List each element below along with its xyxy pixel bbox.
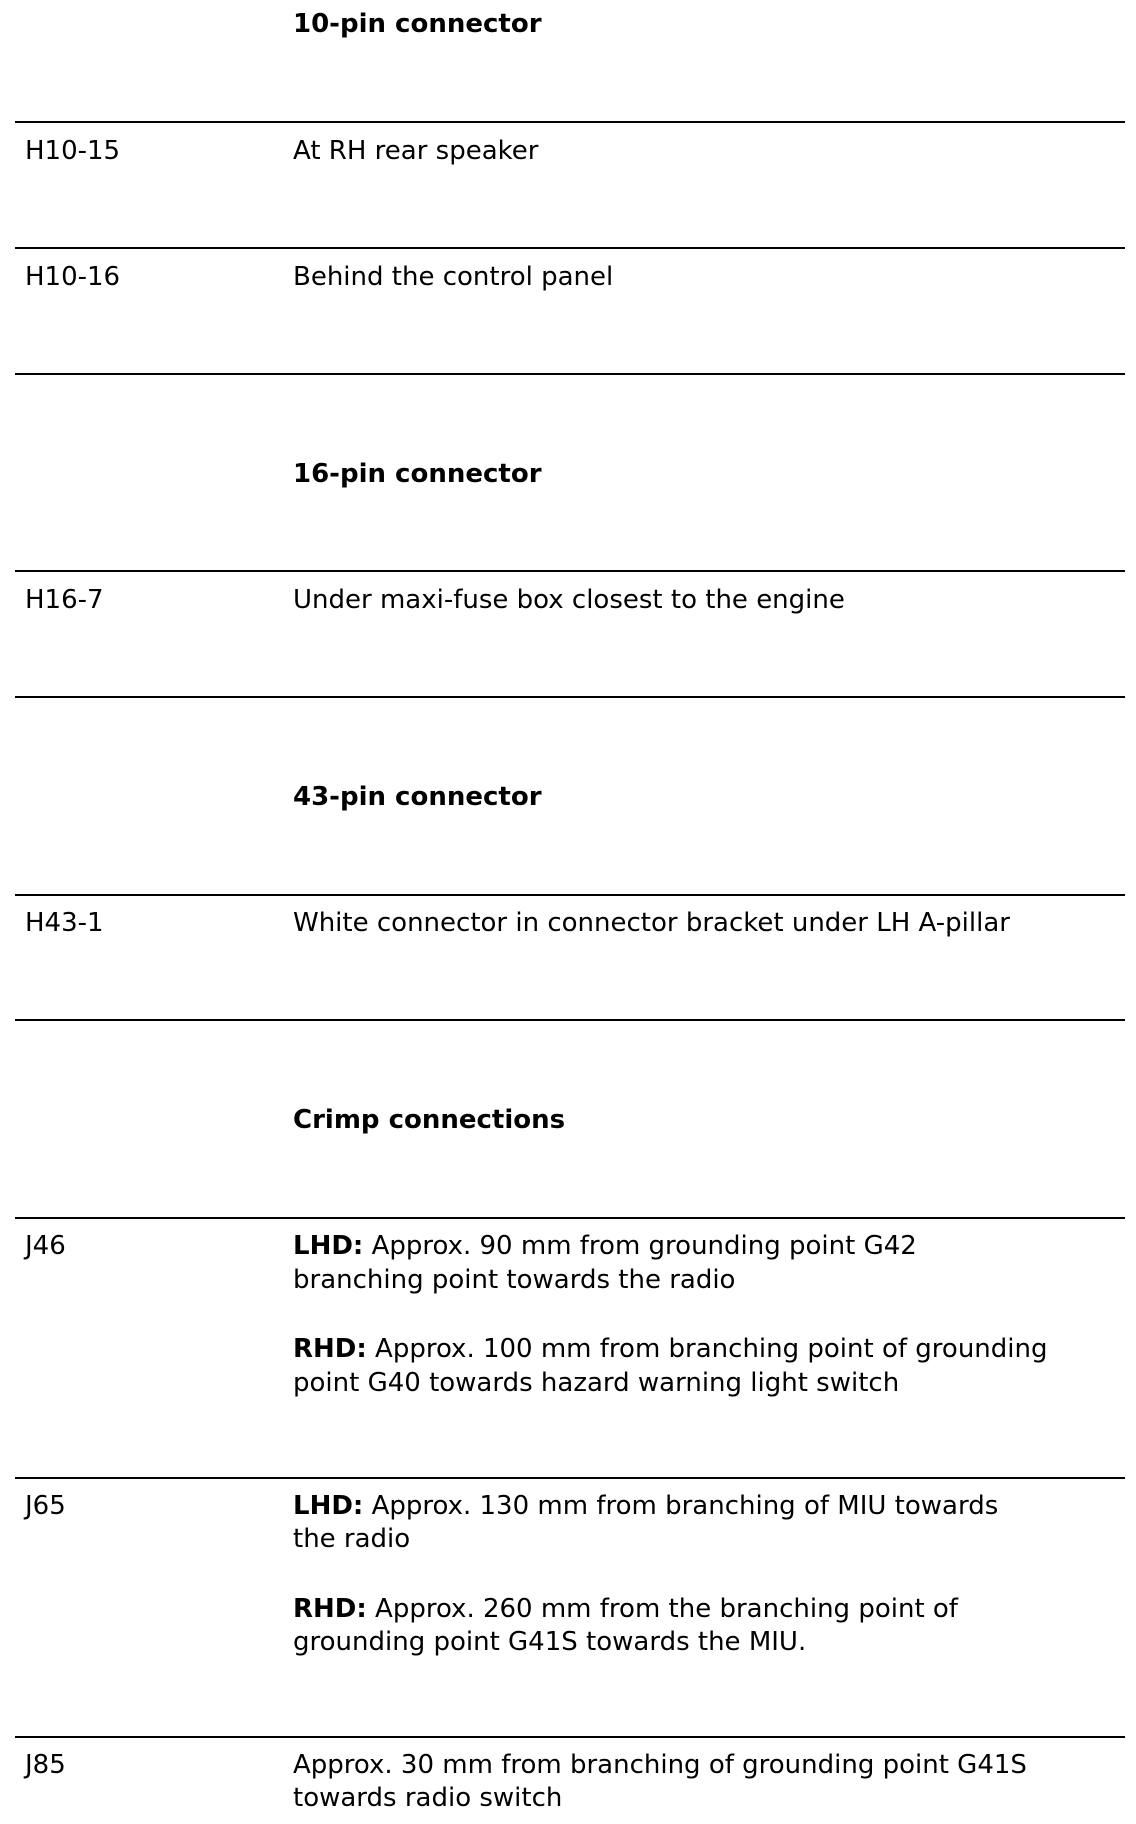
row-divider	[15, 894, 1125, 896]
rhd-note	[293, 1592, 958, 1626]
row-code: H16-7	[25, 585, 104, 615]
row-divider	[15, 1477, 1125, 1479]
row-description-continuation: towards radio switch	[293, 1783, 563, 1813]
section-heading-10-pin: 10-pin connector	[293, 9, 542, 39]
row-description: Under maxi-fuse box closest to the engine	[293, 585, 845, 615]
rhd-label: RHD:	[293, 1334, 367, 1364]
lhd-note-continuation: branching point towards the radio	[293, 1265, 736, 1295]
lhd-note	[293, 1489, 998, 1523]
section-divider	[15, 373, 1125, 375]
row-divider	[15, 121, 1125, 123]
section-heading-16-pin: 16-pin connector	[293, 459, 542, 489]
section-heading-crimp: Crimp connections	[293, 1105, 566, 1135]
lhd-label: LHD:	[293, 1491, 364, 1521]
section-divider	[15, 1019, 1125, 1021]
row-divider	[15, 247, 1125, 249]
row-description: Behind the control panel	[293, 262, 614, 292]
row-description: At RH rear speaker	[293, 136, 539, 166]
row-description: White connector in connector bracket under LH A-pillar	[293, 908, 1010, 938]
row-description: Approx. 30 mm from branching of grounding point G41S	[293, 1750, 1027, 1780]
row-code: H43-1	[25, 908, 104, 938]
row-code: H10-16	[25, 262, 121, 292]
lhd-label: LHD:	[293, 1231, 364, 1261]
row-divider	[15, 1217, 1125, 1219]
rhd-text: Approx. 260 mm from the branching point of	[375, 1594, 958, 1624]
rhd-label: RHD:	[293, 1594, 367, 1624]
section-heading-43-pin: 43-pin connector	[293, 782, 542, 812]
lhd-note	[293, 1229, 917, 1263]
rhd-text: Approx. 100 mm from branching point of grounding	[375, 1334, 1048, 1364]
lhd-text: Approx. 90 mm from grounding point G42	[371, 1231, 917, 1261]
rhd-note-continuation: point G40 towards hazard warning light switch	[293, 1368, 900, 1398]
row-code: J85	[25, 1750, 66, 1780]
row-code: H10-15	[25, 136, 121, 166]
row-code: J65	[25, 1491, 66, 1521]
rhd-note-continuation: grounding point G41S towards the MIU.	[293, 1627, 807, 1657]
row-divider	[15, 1736, 1125, 1738]
lhd-text: Approx. 130 mm from branching of MIU towards	[371, 1491, 999, 1521]
section-divider	[15, 696, 1125, 698]
rhd-note	[293, 1332, 1048, 1366]
row-code: J46	[25, 1231, 66, 1261]
row-divider	[15, 570, 1125, 572]
lhd-note-continuation: the radio	[293, 1524, 411, 1554]
